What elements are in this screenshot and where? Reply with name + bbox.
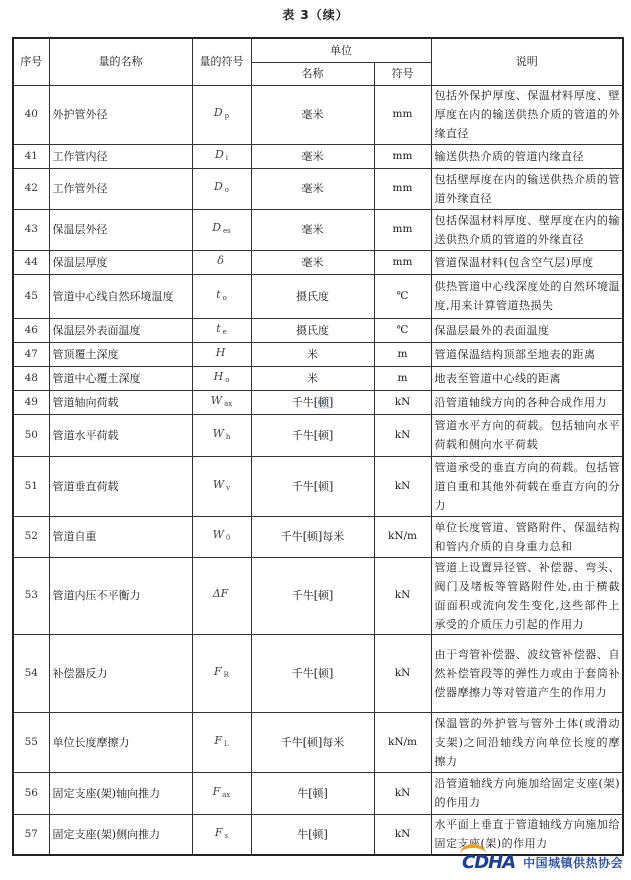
unit-symbol: mm: [374, 85, 431, 144]
table-row: [13, 557, 623, 634]
unit-symbol: kN: [374, 414, 431, 456]
unit-symbol: kN: [374, 772, 431, 814]
quantity-symbol: H $_o$: [192, 366, 251, 390]
unit-name: 千牛[顿]每米: [251, 516, 374, 557]
row-number: 48: [13, 366, 49, 390]
quantity-name: 管道内压不平衡力: [49, 557, 192, 634]
unit-symbol: kN: [374, 390, 431, 414]
quantity-symbol: t $_o$: [192, 274, 251, 318]
quantity-symbol: t $_e$: [192, 318, 251, 342]
quantity-symbol: δ: [192, 250, 251, 274]
unit-name: 摄氏度: [251, 318, 374, 342]
quantity-name: 管道轴向荷载: [49, 390, 192, 414]
quantity-name: 管道水平荷载: [49, 414, 192, 456]
description: 水平面上垂直于管道轴线方向施加给固定支座(架)的作用力: [431, 814, 623, 855]
row-number: 46: [13, 318, 49, 342]
unit-symbol: mm: [374, 250, 431, 274]
description: 管道承受的垂直方向的荷载。包括管道自重和其他外荷载在垂直方向的分力: [431, 456, 623, 516]
cdha-logo-icon: CDHA: [462, 852, 515, 873]
description: 管道上设置异径管、补偿器、弯头、阀门及堵板等管路附件处,由于横截面面积或流向发生变化,这些部件上承受的介质压力引起的作用力: [431, 557, 623, 634]
unit-symbol: ℃: [374, 318, 431, 342]
row-number: 49: [13, 390, 49, 414]
quantity-name: 固定支座(架)轴向推力: [49, 772, 192, 814]
row-number: 57: [13, 814, 49, 855]
table-row: [13, 366, 623, 390]
unit-symbol: m: [374, 366, 431, 390]
quantity-symbol: W $_0$: [192, 516, 251, 557]
unit-symbol: mm: [374, 144, 431, 168]
quantity-symbol: W $_h$: [192, 414, 251, 456]
unit-symbol: kN/m: [374, 516, 431, 557]
description: 由于弯管补偿器、波纹管补偿器、自然补偿管段等的弹性力或由于套筒补偿器摩擦力等对管道产生的作用力: [431, 634, 623, 712]
quantity-name: 工作管内径: [49, 144, 192, 168]
unit-symbol: ℃: [374, 274, 431, 318]
table-row: [13, 342, 623, 366]
row-number: 52: [13, 516, 49, 557]
quantity-name: 补偿器反力: [49, 634, 192, 712]
table-row: [13, 318, 623, 342]
row-number: 53: [13, 557, 49, 634]
unit-symbol: kN: [374, 814, 431, 855]
description: 单位长度管道、管路附件、保温结构和管内介质的自身重力总和: [431, 516, 623, 557]
header-unit: 单位: [251, 38, 431, 62]
row-number: 51: [13, 456, 49, 516]
quantity-symbol: D $_o$: [192, 168, 251, 209]
quantity-table: [12, 37, 624, 856]
quantity-name: 外护管外径: [49, 85, 192, 144]
header-unit-symbol: 符号: [374, 62, 431, 85]
table-row: [13, 85, 623, 144]
description: 输送供热介质的管道内缘直径: [431, 144, 623, 168]
unit-name: 千牛[顿]: [251, 557, 374, 634]
quantity-symbol: F $_L$: [192, 712, 251, 772]
quantity-name: 保温层外径: [49, 209, 192, 250]
table-row: [13, 144, 623, 168]
description: 保温层最外的表面温度: [431, 318, 623, 342]
row-number: 44: [13, 250, 49, 274]
table-row: [13, 274, 623, 318]
row-number: 42: [13, 168, 49, 209]
row-number: 50: [13, 414, 49, 456]
unit-name: 毫米: [251, 85, 374, 144]
quantity-name: 工作管外径: [49, 168, 192, 209]
header-description: 说明: [431, 38, 623, 85]
unit-name: 千牛[顿]: [251, 390, 374, 414]
description: 包括保温材料厚度、壁厚度在内的输送供热介质的管道的外缘直径: [431, 209, 623, 250]
row-number: 54: [13, 634, 49, 712]
unit-symbol: mm: [374, 168, 431, 209]
table-title: 表 3（续）: [282, 8, 349, 22]
quantity-symbol: H: [192, 342, 251, 366]
table-row: [13, 772, 623, 814]
table-row: [13, 390, 623, 414]
header-row: [13, 38, 623, 62]
unit-name: 摄氏度: [251, 274, 374, 318]
description: 管道水平方向的荷载。包括轴向水平荷载和侧向水平荷载: [431, 414, 623, 456]
description: 管道保温材料(包含空气层)厚度: [431, 250, 623, 274]
header-name: 量的名称: [49, 38, 192, 85]
quantity-name: 管道自重: [49, 516, 192, 557]
header-symbol: 量的符号: [192, 38, 251, 85]
unit-symbol: kN: [374, 634, 431, 712]
unit-name: 千牛[顿]: [251, 414, 374, 456]
table-row: [13, 634, 623, 712]
quantity-symbol: W $_{ax}$: [192, 390, 251, 414]
header-unit-name: 名称: [251, 62, 374, 85]
quantity-name: 保温层厚度: [49, 250, 192, 274]
table-row: [13, 516, 623, 557]
unit-name: 千牛[顿]: [251, 634, 374, 712]
quantity-name: 管顶覆土深度: [49, 342, 192, 366]
table-row: [13, 209, 623, 250]
row-number: 40: [13, 85, 49, 144]
unit-name: 毫米: [251, 250, 374, 274]
unit-name: 千牛[顿]每米: [251, 712, 374, 772]
description: 包括外保护厚度、保温材料厚度、壁厚度在内的输送供热介质的管道的外缘直径: [431, 85, 623, 144]
row-number: 45: [13, 274, 49, 318]
table-row: [13, 456, 623, 516]
quantity-symbol: W $_v$: [192, 456, 251, 516]
header-no: 序号: [13, 38, 49, 85]
quantity-name: 管道中心线自然环境温度: [49, 274, 192, 318]
quantity-symbol: ΔF: [192, 557, 251, 634]
description: 沿管道轴线方向施加给固定支座(架)的作用力: [431, 772, 623, 814]
unit-name: 牛[顿]: [251, 772, 374, 814]
unit-name: 毫米: [251, 144, 374, 168]
table-row: [13, 414, 623, 456]
table-body: [13, 85, 623, 855]
quantity-name: 保温层外表面温度: [49, 318, 192, 342]
description: 保温管的外护管与管外土体(或滑动支架)之间沿轴线方向单位长度的摩擦力: [431, 712, 623, 772]
quantity-symbol: D $_{es}$: [192, 209, 251, 250]
quantity-name: 管道中心覆土深度: [49, 366, 192, 390]
unit-name: 千牛[顿]: [251, 456, 374, 516]
row-number: 47: [13, 342, 49, 366]
table-row: [13, 250, 623, 274]
unit-symbol: mm: [374, 209, 431, 250]
quantity-name: 管道垂直荷载: [49, 456, 192, 516]
logo-arc-icon: [460, 844, 486, 864]
quantity-name: 固定支座(架)侧向推力: [49, 814, 192, 855]
description: 地表至管道中心线的距离: [431, 366, 623, 390]
unit-symbol: kN: [374, 557, 431, 634]
quantity-symbol: F $_s$: [192, 814, 251, 855]
quantity-name: 单位长度摩擦力: [49, 712, 192, 772]
watermark-text: 中国城镇供热协会: [523, 855, 624, 870]
description: 供热管道中心线深度处的自然环境温度,用来计算管道热损失: [431, 274, 623, 318]
unit-symbol: kN: [374, 456, 431, 516]
unit-name: 米: [251, 342, 374, 366]
unit-name: 毫米: [251, 168, 374, 209]
row-number: 41: [13, 144, 49, 168]
table-row: [13, 168, 623, 209]
description: 沿管道轴线方向的各种合成作用力: [431, 390, 623, 414]
quantity-symbol: F $_{ax}$: [192, 772, 251, 814]
unit-symbol: m: [374, 342, 431, 366]
unit-symbol: kN/m: [374, 712, 431, 772]
description: 管道保温结构顶部至地表的距离: [431, 342, 623, 366]
row-number: 56: [13, 772, 49, 814]
row-number: 43: [13, 209, 49, 250]
quantity-symbol: D $_i$: [192, 144, 251, 168]
selected-text: 顿: [318, 395, 329, 409]
quantity-symbol: D $_p$: [192, 85, 251, 144]
unit-name: 米: [251, 366, 374, 390]
watermark: [462, 848, 630, 876]
unit-name: 毫米: [251, 209, 374, 250]
unit-name: 牛[顿]: [251, 814, 374, 855]
table-row: [13, 712, 623, 772]
quantity-symbol: F $_R$: [192, 634, 251, 712]
description: 包括壁厚度在内的输送供热介质的管道外缘直径: [431, 168, 623, 209]
row-number: 55: [13, 712, 49, 772]
